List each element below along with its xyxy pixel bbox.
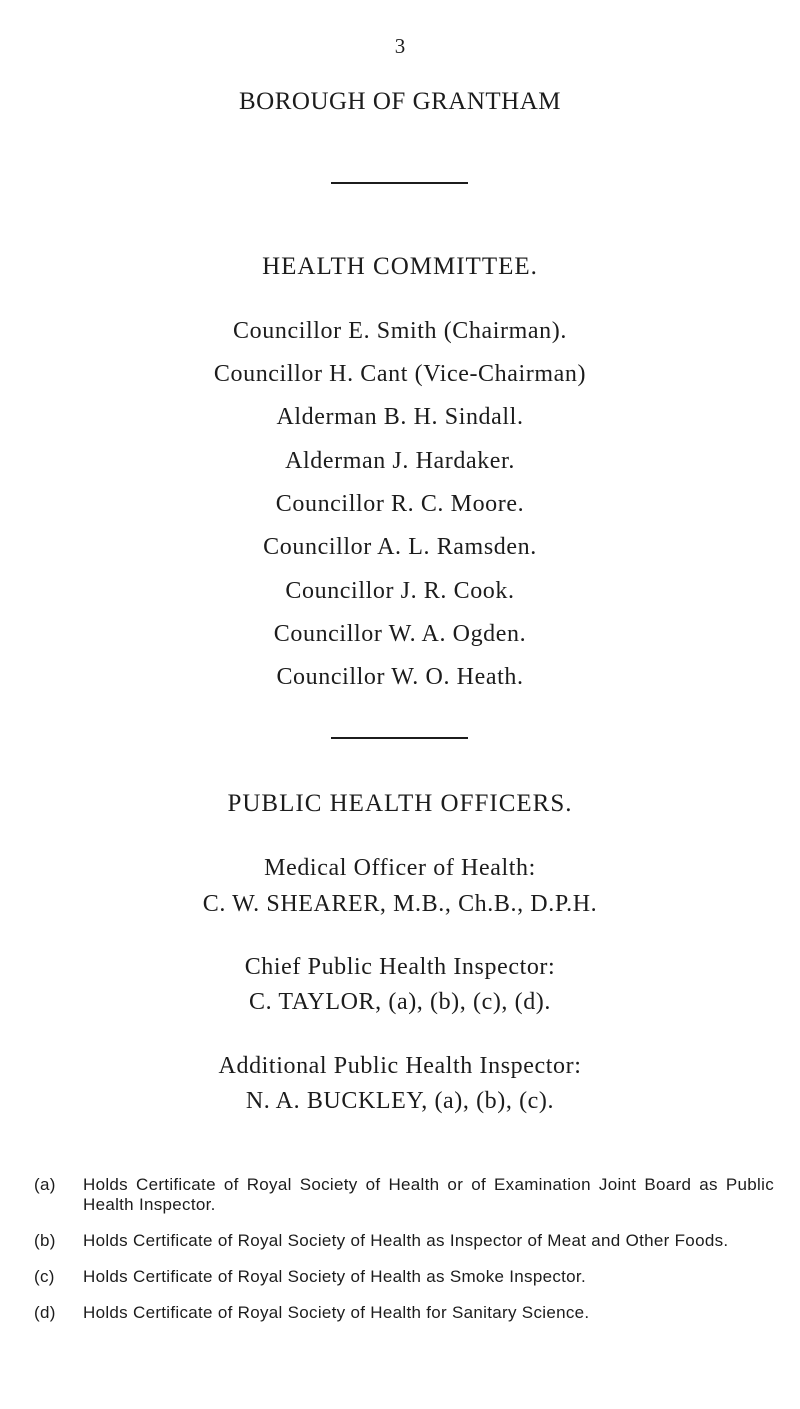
footnote-marker: (c) [34, 1267, 55, 1286]
officer-name: N. A. BUCKLEY, (a), (b), (c). [245, 1088, 555, 1114]
footnote [34, 1231, 774, 1251]
committee-member: Alderman B. H. Sindall. [276, 404, 524, 430]
committee-member: Councillor E. Smith (Chairman). [233, 318, 567, 344]
footnotes [34, 1175, 774, 1339]
footnote-text: Holds Certificate of Royal Society of Health for Sanitary Science. [83, 1303, 590, 1322]
footnote [34, 1175, 774, 1215]
officer-role: Chief Public Health Inspector: [244, 954, 556, 980]
officer-name: C. TAYLOR, (a), (b), (c), (d). [248, 989, 551, 1015]
committee-heading: HEALTH COMMITTEE. [262, 253, 538, 280]
committee-member: Councillor R. C. Moore. [275, 491, 525, 517]
committee-member: Councillor A. L. Ramsden. [263, 534, 537, 560]
officer-role: Additional Public Health Inspector: [218, 1053, 582, 1079]
footnote-text: Holds Certificate of Royal Society of Health as Inspector of Meat and Other Foods. [83, 1231, 729, 1250]
officer-role: Medical Officer of Health: [264, 855, 536, 881]
page-title: BOROUGH OF GRANTHAM [238, 88, 562, 115]
officers-heading: PUBLIC HEALTH OFFICERS. [227, 790, 573, 817]
committee-member: Councillor J. R. Cook. [285, 578, 515, 604]
footnote-marker: (b) [34, 1231, 56, 1250]
page-number: 3 [394, 34, 406, 58]
footnote-text: Holds Certificate of Royal Society of Health as Smoke Inspector. [83, 1267, 586, 1286]
committee-member: Alderman J. Hardaker. [285, 448, 515, 474]
divider-top [331, 182, 468, 184]
officer-name: C. W. SHEARER, M.B., Ch.B., D.P.H. [202, 891, 598, 917]
footnote-marker: (d) [34, 1303, 56, 1322]
footnote-marker: (a) [34, 1175, 56, 1194]
committee-member: Councillor H. Cant (Vice-Chairman) [213, 361, 587, 387]
footnote-text: Holds Certificate of Royal Society of Health or of Examination Joint Board as Public Health Inspector. [83, 1175, 774, 1214]
footnote [34, 1303, 774, 1323]
footnote [34, 1267, 774, 1287]
committee-member: Councillor W. O. Heath. [276, 664, 524, 690]
committee-member: Councillor W. A. Ogden. [273, 621, 527, 647]
divider-middle [331, 737, 468, 739]
